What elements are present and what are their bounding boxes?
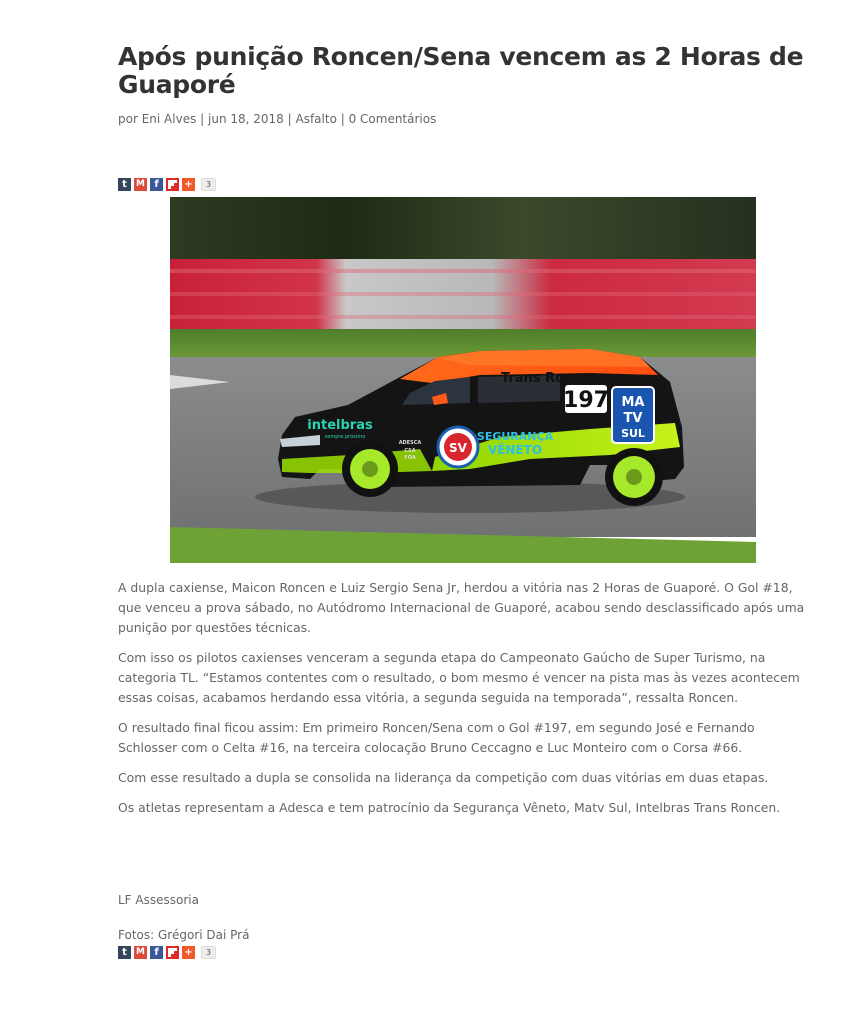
sv-badge-text: SV bbox=[449, 441, 467, 455]
meta-sep: | bbox=[283, 112, 296, 126]
sticker-csa: CSA bbox=[404, 448, 416, 454]
featured-photo bbox=[170, 197, 756, 563]
comments-link[interactable]: 0 Comentários bbox=[348, 112, 437, 126]
gmail-icon[interactable]: M bbox=[134, 946, 147, 959]
author-link[interactable]: Eni Alves bbox=[141, 112, 197, 126]
paragraph: O resultado final ficou assim: Em primeiro Roncen/Sena com o Gol #197, em segundo José e Fernando Schlosser com o Celta #16, na terceira colocação Bruno Ceccagno e Luc Monteiro com o Corsa #66. bbox=[118, 720, 755, 755]
sticker-adesca: ADESCA bbox=[398, 440, 422, 446]
car-number: 197 bbox=[563, 388, 609, 413]
paragraph: Com esse resultado a dupla se consolida na liderança da competição com duas vitórias em duas etapas. bbox=[118, 770, 769, 785]
category-link[interactable]: Asfalto bbox=[295, 112, 337, 126]
sponsor-seguranca: SEGURANÇA bbox=[476, 430, 554, 443]
matv-line1: MA bbox=[621, 395, 645, 410]
share-count: 3 bbox=[201, 946, 216, 959]
tumblr-icon[interactable]: t bbox=[118, 946, 131, 959]
car-roof-text: Trans Roncen bbox=[500, 371, 600, 386]
post-content bbox=[118, 578, 808, 828]
share-bar-bottom bbox=[118, 946, 216, 959]
tumblr-icon[interactable]: t bbox=[118, 178, 131, 191]
facebook-icon[interactable]: f bbox=[150, 946, 163, 959]
flipboard-icon[interactable] bbox=[166, 946, 179, 959]
flipboard-icon[interactable] bbox=[166, 178, 179, 191]
intelbras-tagline: sempre próximo bbox=[324, 434, 366, 440]
share-bar-top bbox=[118, 178, 216, 191]
post-meta bbox=[118, 112, 436, 126]
sponsor-veneto: VÊNETO bbox=[487, 443, 543, 457]
intelbras-logo: intelbras bbox=[307, 418, 373, 433]
google-plus-icon[interactable]: + bbox=[182, 178, 195, 191]
meta-sep: | bbox=[336, 112, 349, 126]
gmail-icon[interactable]: M bbox=[134, 178, 147, 191]
sticker-foa: FOA bbox=[404, 455, 416, 461]
google-plus-icon[interactable]: + bbox=[182, 946, 195, 959]
paragraph: Os atletas representam a Adesca e tem patrocínio da Segurança Vêneto, Matv Sul, Intelbras Trans Roncen. bbox=[118, 800, 781, 815]
matv-line2: TV bbox=[623, 411, 643, 426]
meta-prefix: por bbox=[118, 112, 142, 126]
facebook-icon[interactable]: f bbox=[150, 178, 163, 191]
post-title: Após punição Roncen/Sena vencem as 2 Horas de Guaporé bbox=[118, 42, 804, 99]
matv-line3: SUL bbox=[621, 427, 645, 440]
credit-photo: Fotos: Grégori Dai Prá bbox=[118, 928, 250, 942]
paragraph: A dupla caxiense, Maicon Roncen e Luiz Sergio Sena Jr, herdou a vitória nas 2 Horas de Guaporé. O Gol #18, que venceu a prova sábado, no Autódromo Internacional de Guaporé, acabou sendo desclassificado após uma punição por questões técnicas. bbox=[118, 580, 805, 635]
credit-agency: LF Assessoria bbox=[118, 893, 199, 907]
meta-sep: | bbox=[196, 112, 209, 126]
post-date: jun 18, 2018 bbox=[208, 112, 284, 126]
share-count: 3 bbox=[201, 178, 216, 191]
paragraph: Com isso os pilotos caxienses venceram a segunda etapa do Campeonato Gaúcho de Super Turismo, na categoria TL. “Estamos contentes com o resultado, o bom mesmo é vencer na pista mas às vezes acontecem essas coisas, acabamos herdando essa vitória, a segunda seguida na temporada”, ressalta Roncen. bbox=[118, 650, 800, 705]
